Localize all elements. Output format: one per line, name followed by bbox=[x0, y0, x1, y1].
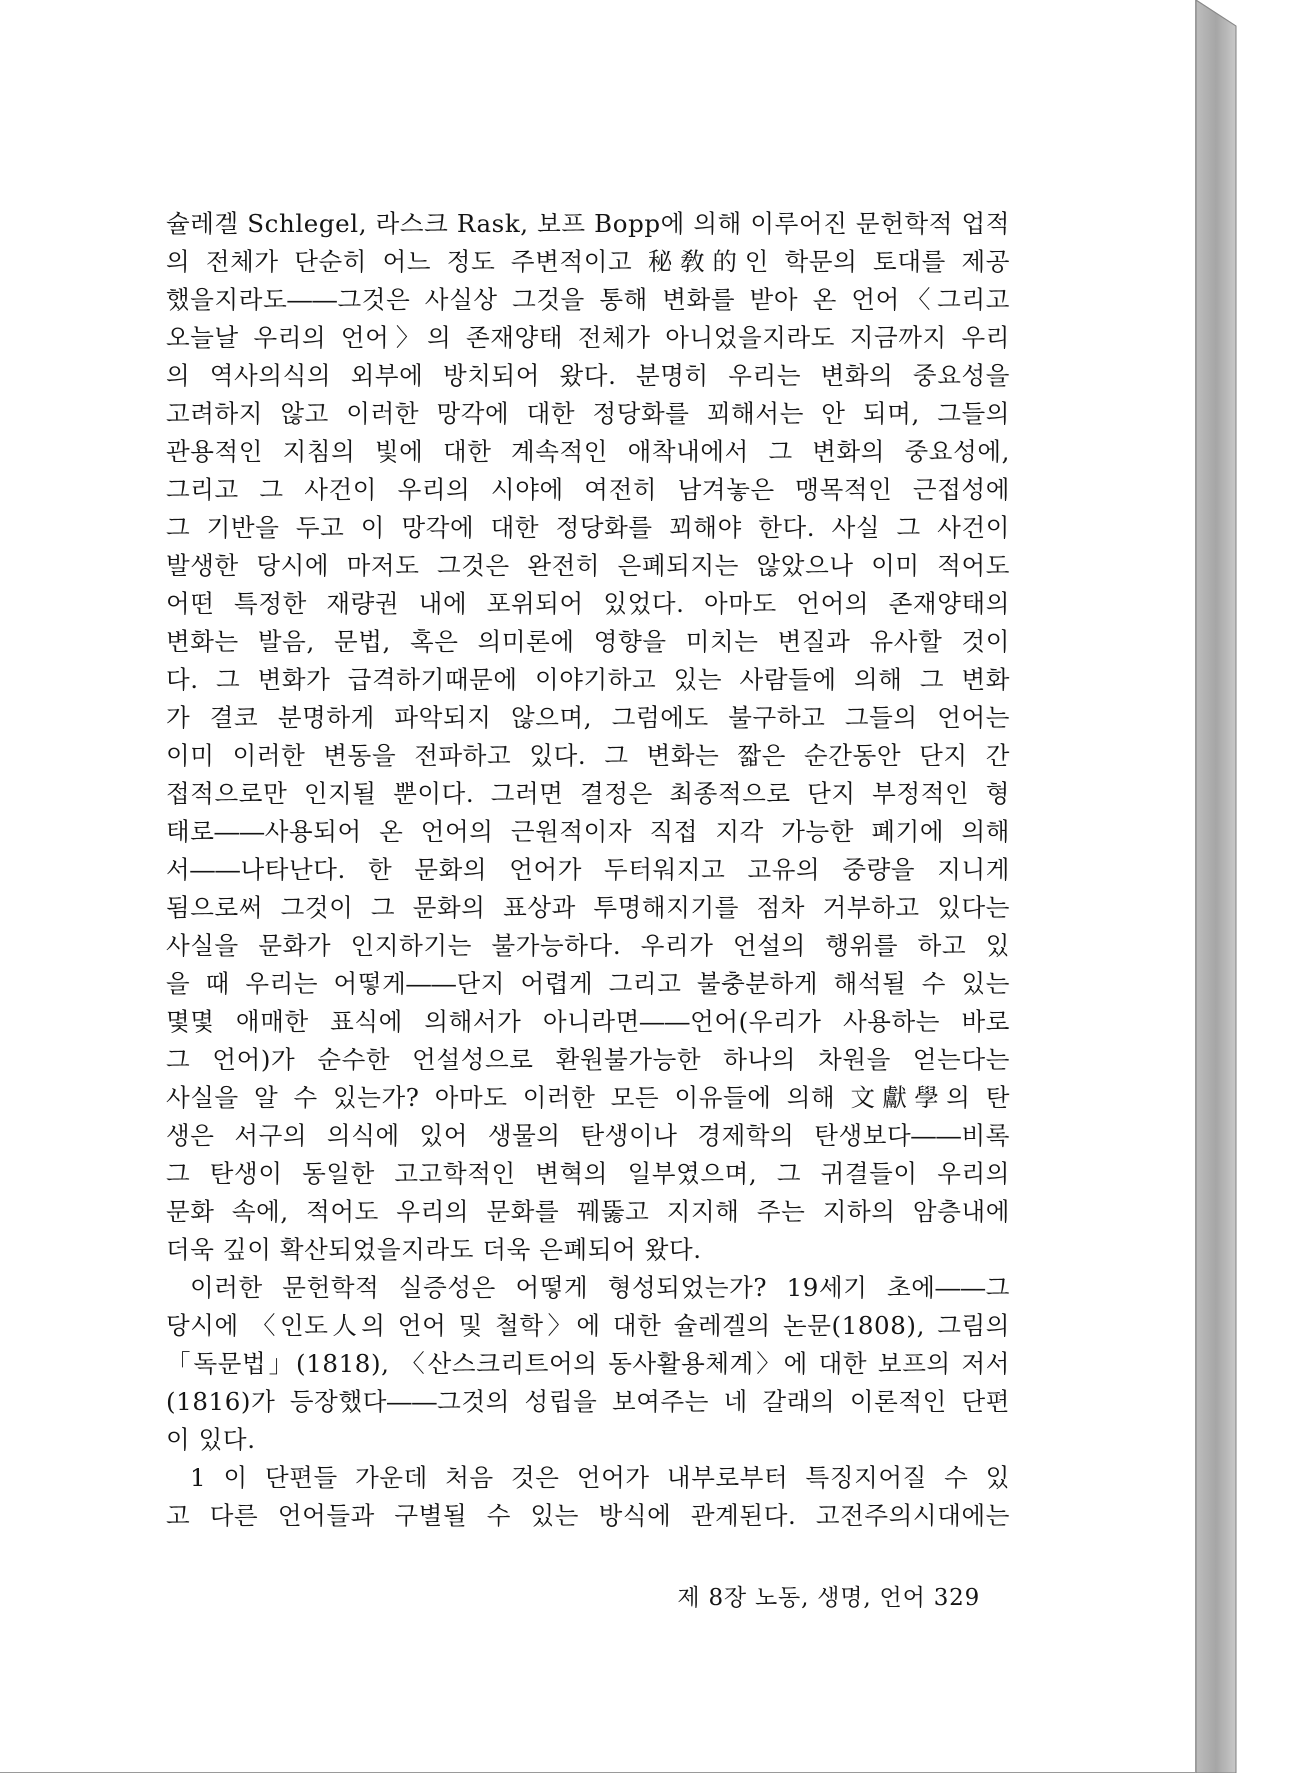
text-line: 접적으로만 인지될 뿐이다. 그러면 결정은 최종적으로 단지 부정적인 형 bbox=[166, 779, 1010, 808]
text-line: 고려하지 않고 이러한 망각에 대한 정당화를 꾀해서는 안 되며, 그들의 bbox=[166, 399, 1010, 428]
text-line: 다. 그 변화가 급격하기때문에 이야기하고 있는 사람들에 의해 그 변화 bbox=[166, 665, 1010, 694]
text-line: 어떤 특정한 재량권 내에 포위되어 있었다. 아마도 언어의 존재양태의 bbox=[166, 589, 1010, 618]
text-line: 의 전체가 단순히 어느 정도 주변적이고 秘敎的인 학문의 토대를 제공 bbox=[166, 247, 1010, 276]
text-line: 몇몇 애매한 표식에 의해서가 아니라면――언어(우리가 사용하는 바로 bbox=[166, 1007, 1010, 1036]
text-line: 변화는 발음, 문법, 혹은 의미론에 영향을 미치는 변질과 유사할 것이 bbox=[166, 627, 1010, 656]
text-line: 그 언어)가 순수한 언설성으로 환원불가능한 하나의 차원을 얻는다는 bbox=[166, 1045, 1010, 1074]
text-line: (1816)가 등장했다――그것의 성립을 보여주는 네 갈래의 이론적인 단편 bbox=[166, 1387, 1010, 1416]
page-stack-edge bbox=[1196, 0, 1246, 1773]
text-line: 을 때 우리는 어떻게――단지 어렵게 그리고 불충분하게 해석될 수 있는 bbox=[166, 969, 1010, 998]
text-line: 「독문법」(1818), 〈산스크리트어의 동사활용체계〉에 대한 보프의 저서 bbox=[166, 1349, 1010, 1378]
text-line: 오늘날 우리의 언어〉의 존재양태 전체가 아니었을지라도 지금까지 우리 bbox=[166, 323, 1010, 352]
text-line: 그리고 그 사건이 우리의 시야에 여전히 남겨놓은 맹목적인 근접성에 bbox=[166, 475, 1010, 504]
text-line: 서――나타난다. 한 문화의 언어가 두터워지고 고유의 중량을 지니게 bbox=[166, 855, 1010, 884]
text-line: 문화 속에, 적어도 우리의 문화를 꿰뚫고 지지해 주는 지하의 암층내에 bbox=[166, 1197, 1010, 1226]
text-line: 그 탄생이 동일한 고고학적인 변혁의 일부였으며, 그 귀결들이 우리의 bbox=[166, 1159, 1010, 1188]
text-line: 의 역사의식의 외부에 방치되어 왔다. 분명히 우리는 변화의 중요성을 bbox=[166, 361, 1010, 390]
text-line: 고 다른 언어들과 구별될 수 있는 방식에 관계된다. 고전주의시대에는 bbox=[166, 1501, 1010, 1530]
text-line: 더욱 깊이 확산되었을지라도 더욱 은폐되어 왔다. bbox=[166, 1235, 702, 1264]
text-line: 사실을 문화가 인지하기는 불가능하다. 우리가 언설의 행위를 하고 있 bbox=[166, 931, 1010, 960]
text-line: 이러한 문헌학적 실증성은 어떻게 형성되었는가? 19세기 초에――그 bbox=[190, 1273, 1010, 1302]
text-line: 1 이 단편들 가운데 처음 것은 언어가 내부로부터 특징지어질 수 있 bbox=[190, 1463, 1010, 1492]
text-line: 사실을 알 수 있는가? 아마도 이러한 모든 이유들에 의해 文獻學의 탄 bbox=[166, 1083, 1010, 1112]
text-line: 했을지라도――그것은 사실상 그것을 통해 변화를 받아 온 언어〈그리고 bbox=[166, 285, 1010, 314]
text-line: 됨으로써 그것이 그 문화의 표상과 투명해지기를 점차 거부하고 있다는 bbox=[166, 893, 1010, 922]
text-line: 관용적인 지침의 빛에 대한 계속적인 애착내에서 그 변화의 중요성에, bbox=[166, 437, 1010, 466]
text-line: 당시에 〈인도人의 언어 및 철학〉에 대한 슐레겔의 논문(1808), 그림의 bbox=[166, 1311, 1010, 1340]
text-line: 발생한 당시에 마저도 그것은 완전히 은폐되지는 않았으나 이미 적어도 bbox=[166, 551, 1010, 580]
text-line: 가 결코 분명하게 파악되지 않으며, 그럼에도 불구하고 그들의 언어는 bbox=[166, 703, 1010, 732]
text-line: 그 기반을 두고 이 망각에 대한 정당화를 꾀해야 한다. 사실 그 사건이 bbox=[166, 513, 1010, 542]
text-line: 태로――사용되어 온 언어의 근원적이자 직접 지각 가능한 폐기에 의해 bbox=[166, 817, 1010, 846]
page-body-text bbox=[166, 205, 1010, 1535]
text-line: 생은 서구의 의식에 있어 생물의 탄생이나 경제학의 탄생보다――비록 bbox=[166, 1121, 1010, 1150]
text-line: 이미 이러한 변동을 전파하고 있다. 그 변화는 짧은 순간동안 단지 간 bbox=[166, 741, 1010, 770]
page-stack-edge-graphic bbox=[1196, 0, 1246, 1773]
text-line: 이 있다. bbox=[166, 1425, 256, 1454]
text-line: 슐레겔 Schlegel, 라스크 Rask, 보프 Bopp에 의해 이루어진 문헌학적 업적 bbox=[166, 209, 1010, 238]
page-footer: 제 8장 노동, 생명, 언어 329 bbox=[677, 1585, 980, 1611]
